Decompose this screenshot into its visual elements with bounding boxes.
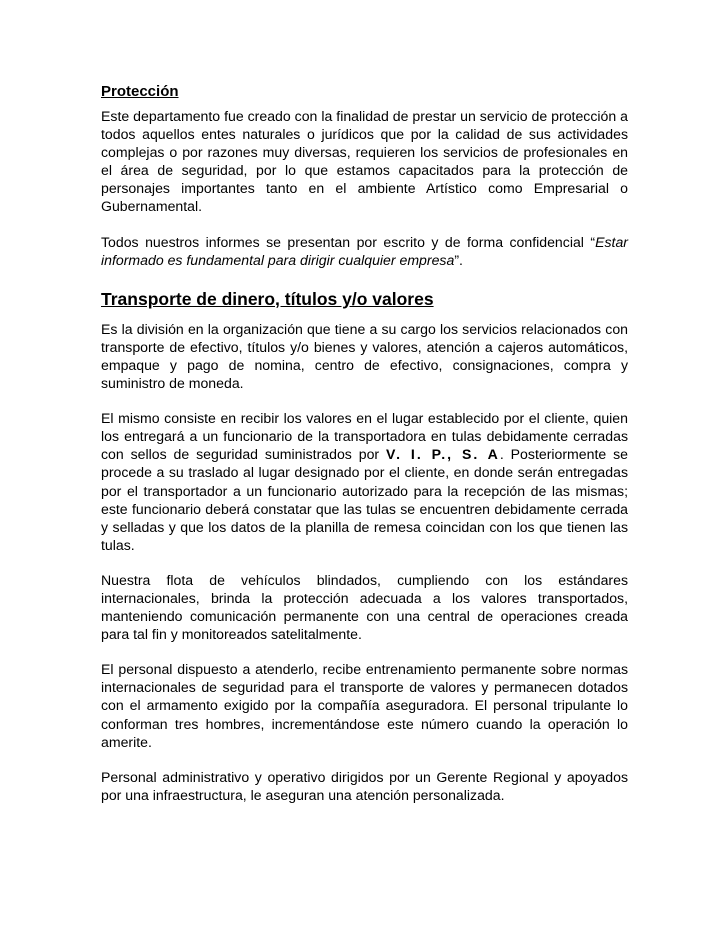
proteccion-paragraph-2-text: Todos nuestros informes se presentan por escrito y de forma confidencial	[101, 233, 591, 250]
transporte-paragraph-5: Personal administrativo y operativo dirigidos por un Gerente Regional y apoyados por una infraestructura, le aseguran una atención personalizada.	[101, 768, 628, 803]
document-page	[101, 82, 628, 821]
proteccion-paragraph-1: Este departamento fue creado con la finalidad de prestar un servicio de protección a todos aquellos entes naturales o jurídicos que por la calidad de sus actividades complejas o por razones muy diversas, requieren los servicios de profesionales en el área de seguridad, por lo que estamos capacitados para la protección de personajes importantes tanto en el ambiente Artístico como Empresarial o Gubernamental.	[101, 108, 628, 215]
transporte-paragraph-2-before: El mismo consiste en recibir los valores en el lugar establecido por el cliente, quien los entregará a un funcionario de la transportadora en tulas debidamente cerradas con sellos de seguridad suministrados por	[101, 410, 628, 463]
section-heading-proteccion: Protección	[101, 83, 179, 100]
transporte-paragraph-3: Nuestra flota de vehículos blindados, cumpliendo con los estándares internacionales, brinda la protección adecuada a los valores transportados, manteniendo comunicación permanente con una central de operaciones creada para tal fin y monitoreados satelitalmente.	[101, 571, 628, 643]
quote-open: “	[590, 233, 596, 250]
transporte-paragraph-1: Es la división en la organización que tiene a su cargo los servicios relacionados con transporte de efectivo, títulos y/o bienes y valores, atención a cajeros automáticos, empaque y pago de nomina, centro de efectivo, consignaciones, compra y suministro de moneda.	[101, 320, 628, 392]
quote-close: ”.	[454, 251, 463, 268]
transporte-paragraph-4: El personal dispuesto a atenderlo, recibe entrenamiento permanente sobre normas internacionales de seguridad para el transporte de valores y permanecen dotados con el armamento exigido por la compañía aseguradora. El personal tripulante lo conforman tres hombres, incrementándose este número cuando la operación lo amerite.	[101, 661, 628, 750]
proteccion-paragraph-2	[101, 233, 628, 269]
transporte-paragraph-2	[101, 409, 628, 554]
company-name: V. I. P., S. A	[386, 446, 500, 463]
section-heading-transporte: Transporte de dinero, títulos y/o valores	[101, 288, 434, 309]
transporte-paragraph-2-after: . Posteriormente se procede a su traslado al lugar designado por el cliente, en donde serán entregadas por el transportador a un funcionario autorizado para la recepción de las mismas; este funcionario deberá constatar que las tulas se encuentren debidamente cerrada y selladas y que los datos de la planilla de remesa coincidan con los que tienen las tulas.	[101, 446, 628, 553]
motto-quote: Estar informado es fundamental para dirigir cualquier empresa	[101, 233, 628, 268]
